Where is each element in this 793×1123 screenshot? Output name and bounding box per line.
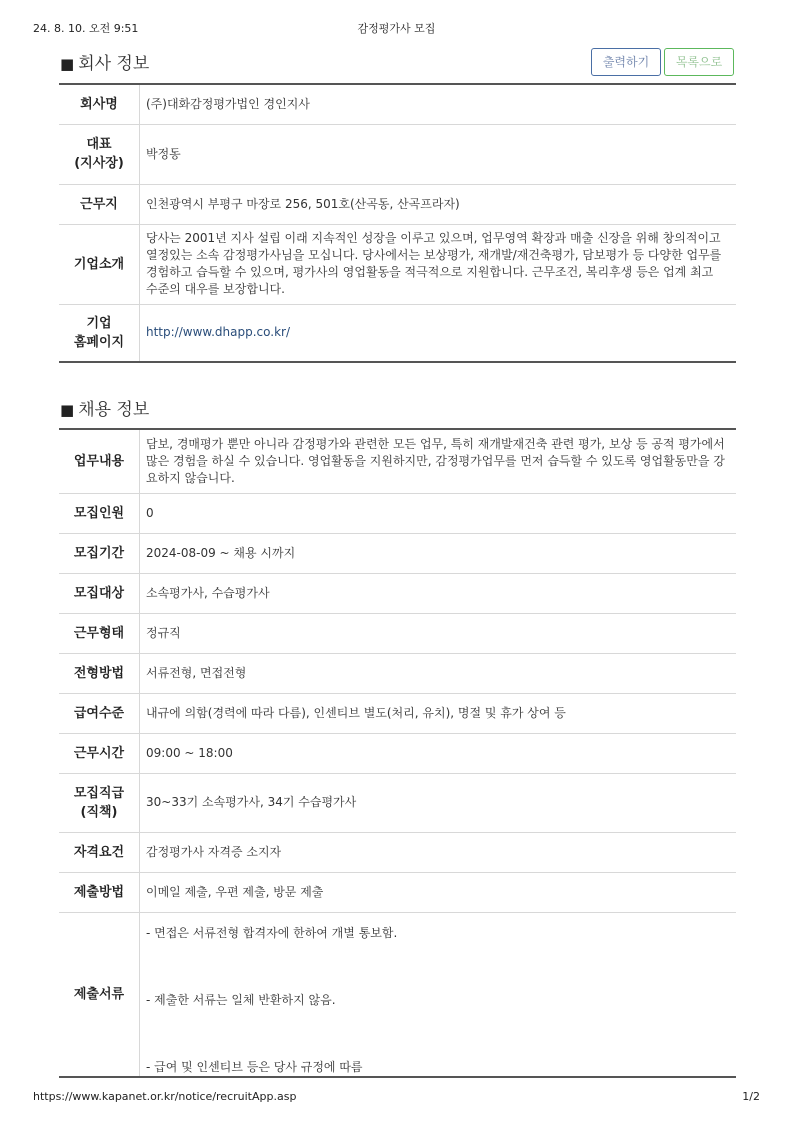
label-hours: 근무시간 xyxy=(59,733,140,773)
value-intro: 당사는 2001년 지사 설립 이래 지속적인 성장을 이루고 있으며, 업무영역 확장과 매출 신장을 위해 창의적이고 열정있는 소속 감정평가사님을 모십니다. 당사에서는 보상평가, 재개발/재건축평가, 담보평가 등 다양한 업무를 경험하고 습득할 수 있으며, 평가사의 영업활동을 적극적으로 지원합니다. 근무조건, 복리후생 등은 업계 최고 수준의 대우를 보장합니다. xyxy=(140,224,737,304)
value-position: 30~33기 소속평가사, 34기 수습평가사 xyxy=(140,773,737,832)
recruit-row-employment-type xyxy=(59,613,736,653)
recruit-info-table xyxy=(59,428,736,1078)
label-target: 모집대상 xyxy=(59,573,140,613)
square-bullet-icon: ■ xyxy=(60,55,75,73)
company-row-location xyxy=(59,184,736,224)
value-hours: 09:00 ~ 18:00 xyxy=(140,733,737,773)
recruit-section-title: ■ 채용 정보 xyxy=(60,400,150,420)
value-ceo: 박정동 xyxy=(140,124,737,184)
label-submit-method: 제출방법 xyxy=(59,872,140,912)
value-employment-type: 정규직 xyxy=(140,613,737,653)
value-company-name: (주)대화감정평가법인 경인지사 xyxy=(146,96,310,111)
label-headcount: 모집인원 xyxy=(59,493,140,533)
value-target: 소속평가사, 수습평가사 xyxy=(140,573,737,613)
recruit-row-position xyxy=(59,773,736,832)
recruit-row-salary xyxy=(59,693,736,733)
value-period: 2024-08-09 ~ 채용 시까지 xyxy=(140,533,737,573)
label-documents: 제출서류 xyxy=(59,912,140,1077)
documents-line: - 급여 및 인센티브 등은 당사 규정에 따름 xyxy=(146,1059,363,1074)
label-period: 모집기간 xyxy=(59,533,140,573)
label-salary: 급여수준 xyxy=(59,693,140,733)
print-datetime: 24. 8. 10. 오전 9:51 xyxy=(33,22,139,35)
company-row-name xyxy=(59,84,736,124)
company-row-ceo xyxy=(59,124,736,184)
label-location: 근무지 xyxy=(59,184,140,224)
label-company-name: 회사명 xyxy=(59,84,140,124)
label-homepage: 기업 홈페이지 xyxy=(59,304,140,362)
homepage-link[interactable]: http://www.dhapp.co.kr/ xyxy=(146,325,291,340)
company-row-intro xyxy=(59,224,736,304)
value-salary: 내규에 의함(경력에 따라 다름), 인센티브 별도(처리, 유치), 명절 및 휴가 상여 등 xyxy=(140,693,737,733)
value-selection: 서류전형, 면접전형 xyxy=(140,653,737,693)
value-qualification: 감정평가사 자격증 소지자 xyxy=(140,832,737,872)
square-bullet-icon: ■ xyxy=(60,401,75,419)
print-button[interactable]: 출력하기 xyxy=(591,48,661,76)
list-button[interactable]: 목록으로 xyxy=(664,48,734,76)
value-documents xyxy=(140,912,737,1077)
documents-line: - 제출한 서류는 일체 반환하지 않음. xyxy=(146,992,336,1007)
recruit-row-documents xyxy=(59,912,736,1077)
label-qualification: 자격요건 xyxy=(59,832,140,872)
company-info-table xyxy=(59,83,736,363)
recruit-row-target xyxy=(59,573,736,613)
recruit-row-selection xyxy=(59,653,736,693)
value-headcount: 0 xyxy=(140,493,737,533)
label-position: 모집직급 (직책) xyxy=(59,773,140,832)
print-footer-url: https://www.kapanet.or.kr/notice/recruitApp.asp xyxy=(33,1090,297,1103)
label-selection: 전형방법 xyxy=(59,653,140,693)
recruit-row-hours xyxy=(59,733,736,773)
value-location: 인천광역시 부평구 마장로 256, 501호(산곡동, 산곡프라자) xyxy=(140,184,737,224)
documents-line: - 면접은 서류전형 합격자에 한하여 개별 통보함. xyxy=(146,925,398,940)
print-doc-title: 감정평가사 모집 xyxy=(357,22,436,35)
label-intro: 기업소개 xyxy=(59,224,140,304)
value-submit-method: 이메일 제출, 우편 제출, 방문 제출 xyxy=(140,872,737,912)
company-row-homepage xyxy=(59,304,736,362)
company-section-title: ■ 회사 정보 xyxy=(60,54,150,74)
label-duties: 업무내용 xyxy=(59,429,140,493)
recruit-row-period xyxy=(59,533,736,573)
print-page-number: 1/2 xyxy=(742,1090,760,1103)
recruit-row-submit-method xyxy=(59,872,736,912)
print-header xyxy=(33,20,760,36)
recruit-row-duties xyxy=(59,429,736,493)
value-duties: 담보, 경매평가 뿐만 아니라 감정평가와 관련한 모든 업무, 특히 재개발재건축 관련 평가, 보상 등 공적 평가에서 많은 경험을 하실 수 있습니다. 영업활동을 지원하지만, 감정평가업무를 먼저 습득할 수 있도록 영업활동만을 강요하지 않습니다. xyxy=(146,436,725,485)
label-employment-type: 근무형태 xyxy=(59,613,140,653)
label-ceo: 대표 (지사장) xyxy=(59,124,140,184)
recruit-row-headcount xyxy=(59,493,736,533)
recruit-row-qualification xyxy=(59,832,736,872)
